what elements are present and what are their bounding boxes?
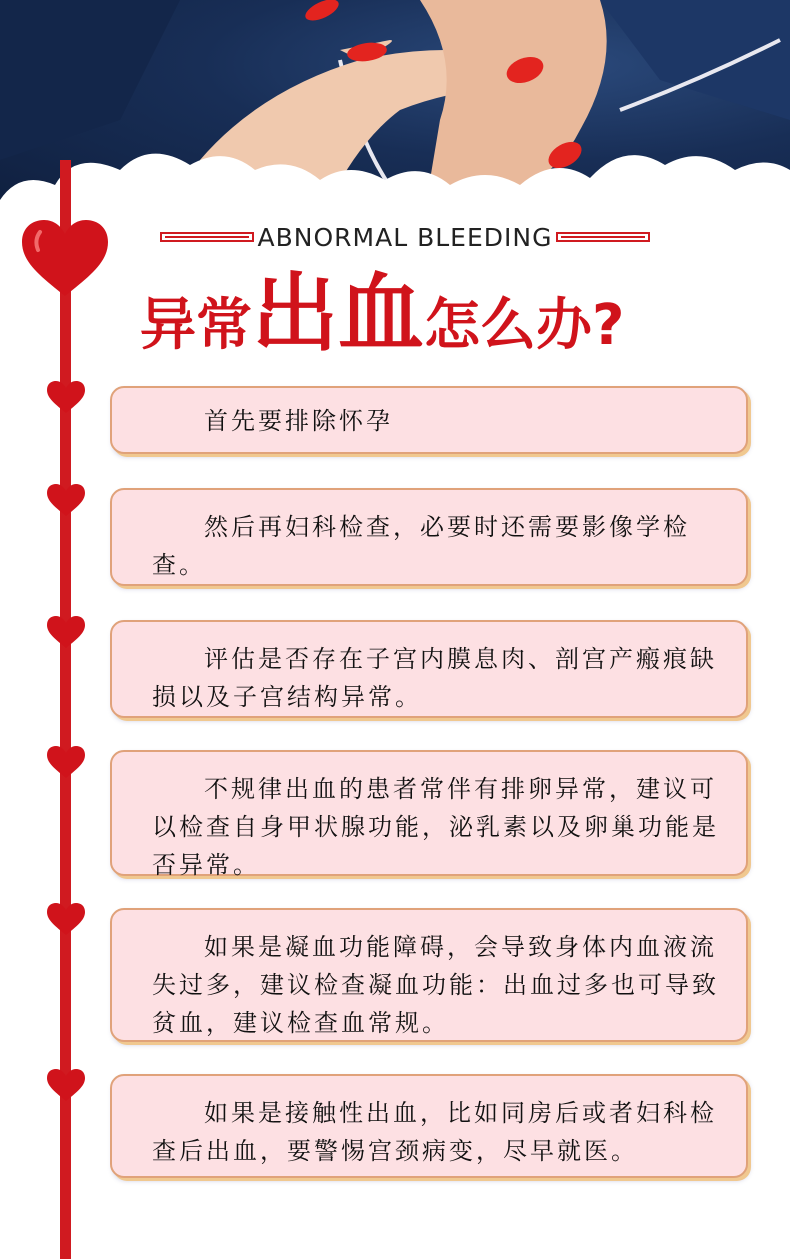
heart-icon — [46, 1068, 86, 1102]
info-card — [110, 620, 748, 718]
subtitle: ABNORMAL BLEEDING — [257, 222, 553, 252]
left-decorative-bar — [160, 232, 254, 242]
info-card — [110, 908, 748, 1042]
title-part-3: 怎么办? — [424, 293, 625, 358]
info-card — [110, 750, 748, 879]
info-card — [110, 386, 748, 454]
card-text: 不规律出血的患者常伴有排卵异常，建议可以检查自身甲状腺功能，泌乳素以及卵巢功能是否异常。 — [152, 775, 719, 879]
card-text: 然后再妇科检查，必要时还需要影像学检查。 — [152, 513, 690, 579]
right-decorative-bar — [556, 232, 650, 242]
cloud-border — [0, 140, 790, 230]
card-text: 评估是否存在子宫内膜息肉、剖宫产瘢痕缺损以及子宫结构异常。 — [152, 645, 717, 711]
subtitle-row — [160, 220, 650, 254]
info-card — [110, 1074, 748, 1178]
heart-icon — [46, 902, 86, 936]
card-text: 如果是接触性出血，比如同房后或者妇科检查后出血，要警惕宫颈病变，尽早就医。 — [152, 1099, 717, 1165]
card-text: 首先要排除怀孕 — [204, 407, 393, 435]
heart-icon — [46, 483, 86, 517]
heart-icon — [20, 218, 110, 298]
heart-icon — [46, 745, 86, 779]
title-part-2: 出血 — [252, 264, 424, 364]
info-card — [110, 488, 748, 586]
title-part-1: 异常 — [140, 293, 252, 358]
page-title — [140, 264, 740, 364]
heart-icon — [46, 615, 86, 649]
card-text: 如果是凝血功能障碍，会导致身体内血液流失过多，建议检查凝血功能：出血过多也可导致贫血，建议检查血常规。 — [152, 933, 719, 1037]
heart-icon — [46, 380, 86, 414]
